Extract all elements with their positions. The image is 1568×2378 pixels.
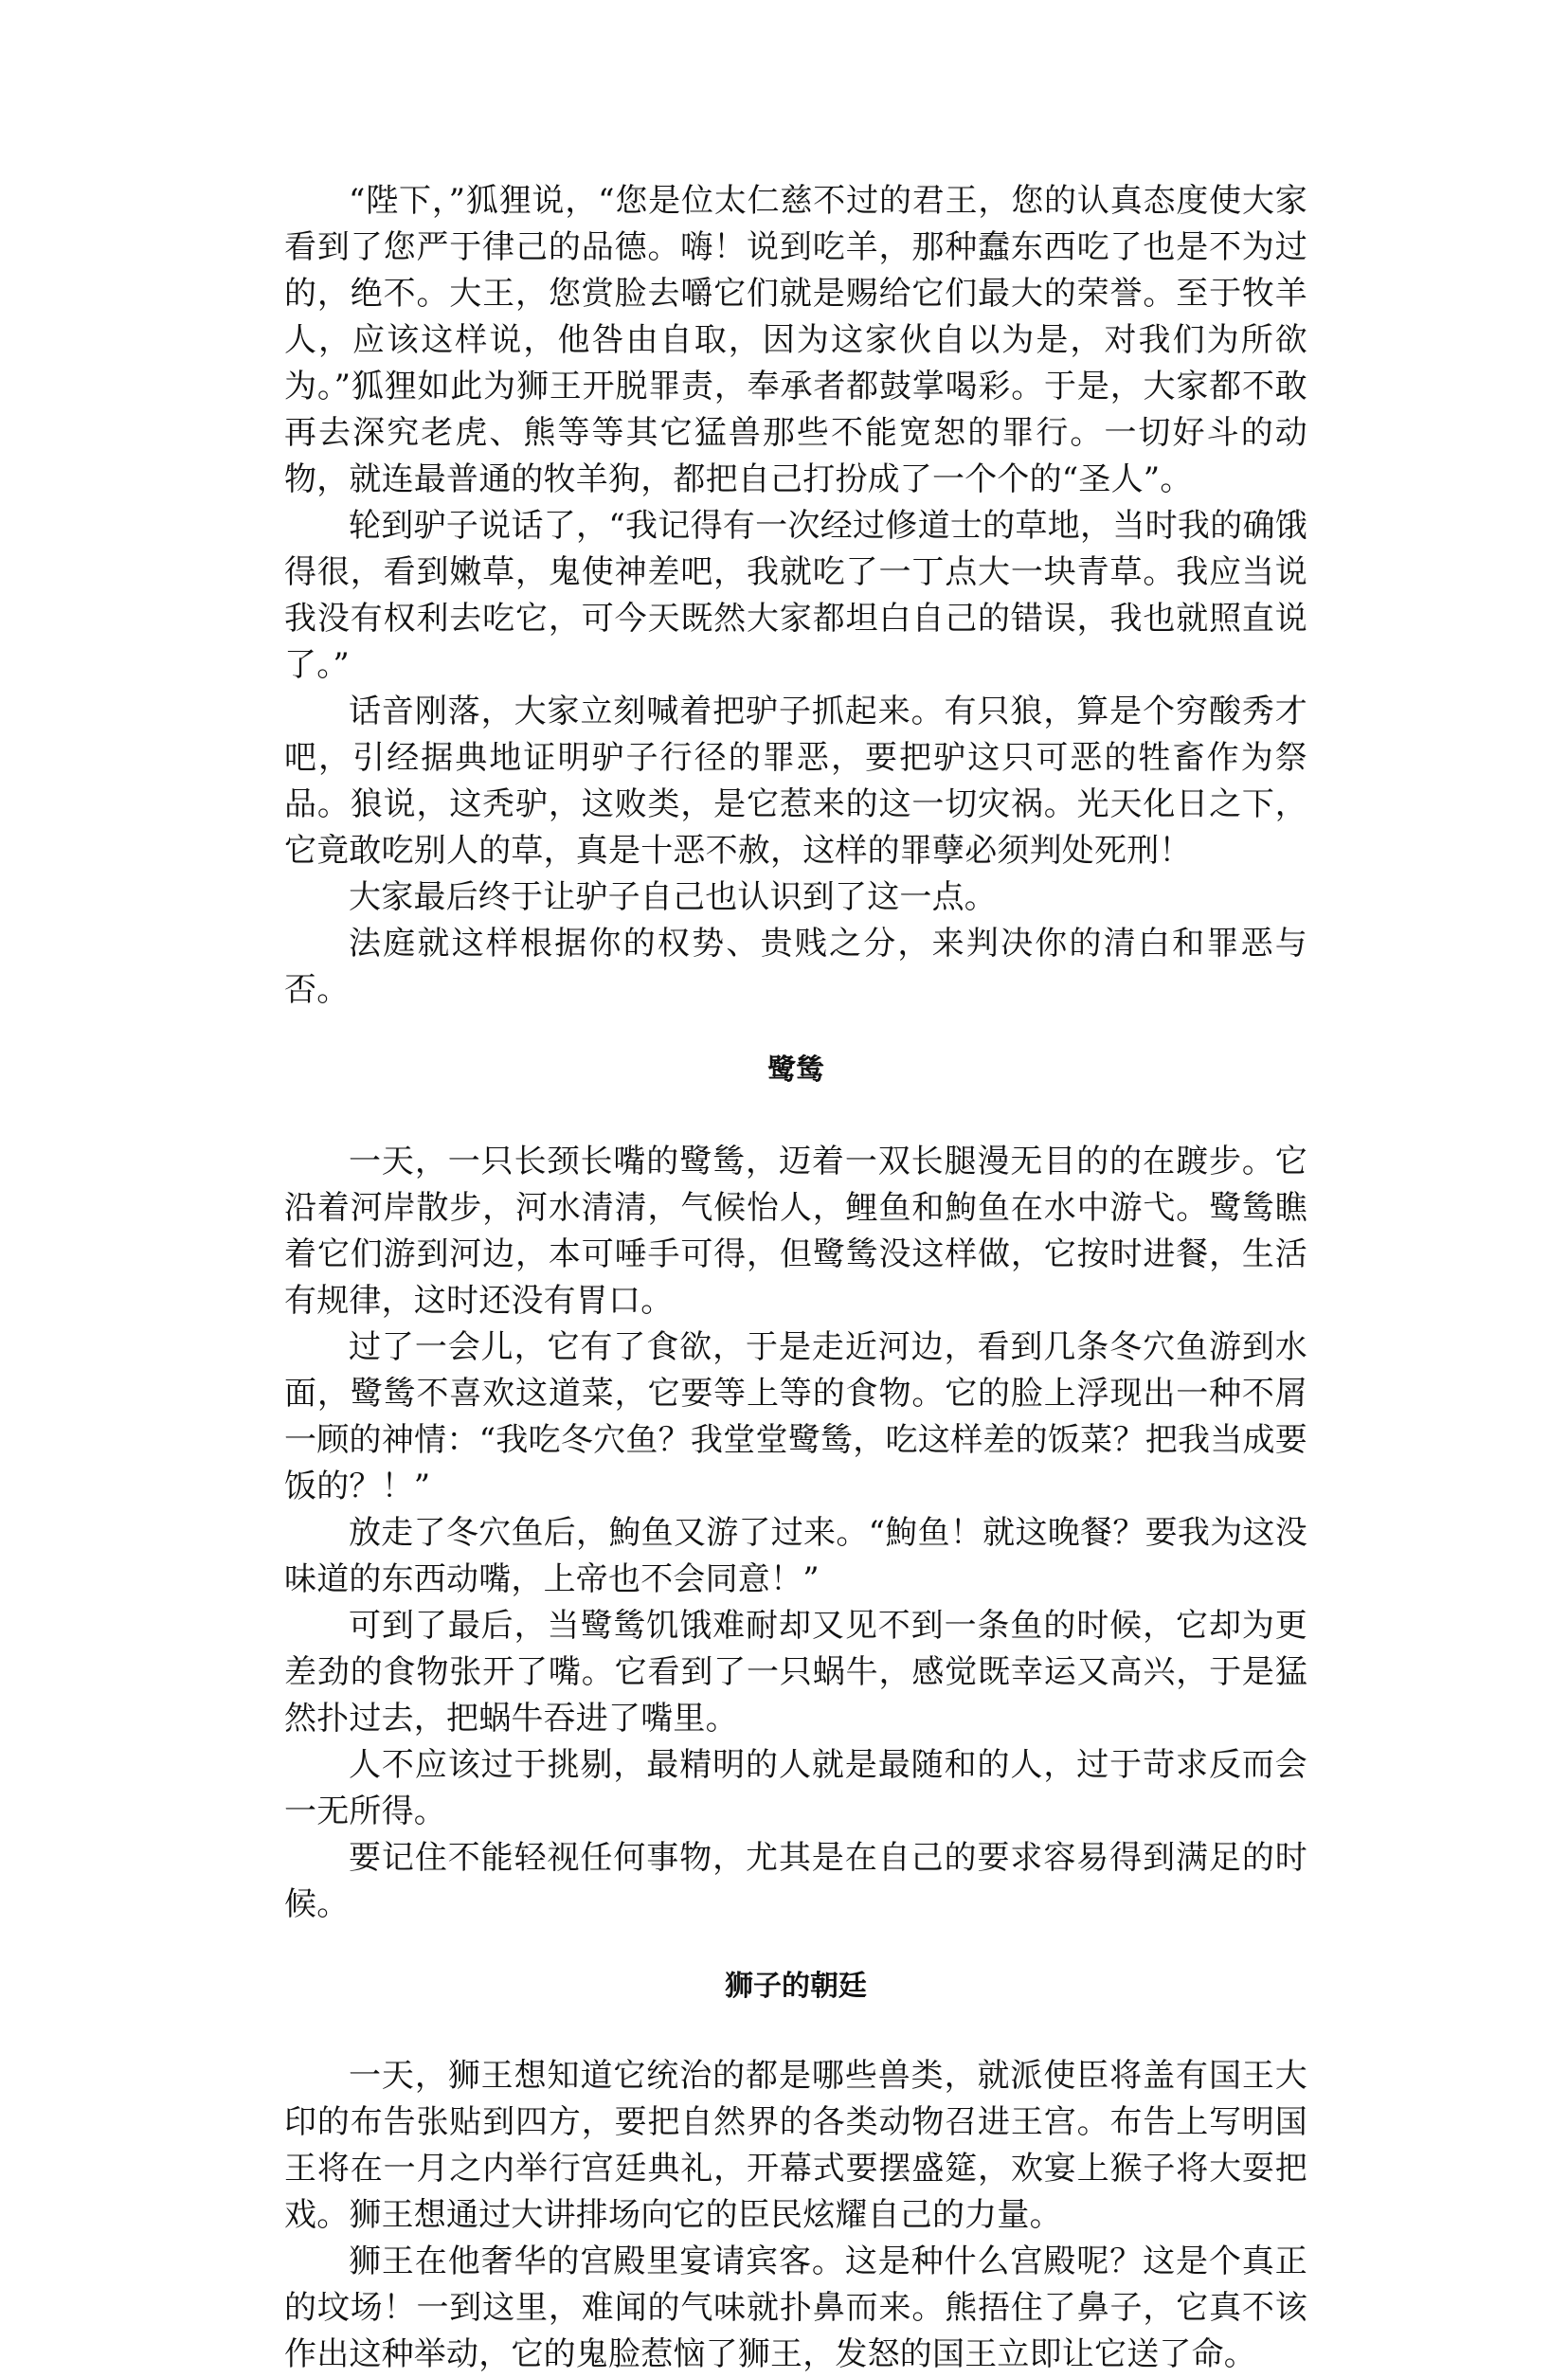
paragraph: 要记住不能轻视任何事物，尤其是在自己的要求容易得到满足的时候。 — [284, 1839, 1307, 1923]
paragraph: 人不应该过于挑剔，最精明的人就是最随和的人，过于苛求反而会一无所得。 — [284, 1746, 1307, 1830]
paragraph: 一天，一只长颈长嘴的鹭鸶，迈着一双长腿漫无目的的在踱步。它沿着河岸散步，河水清清，气候怡人，鲤鱼和鮈鱼在水中游弋。鹭鸶瞧着它们游到河边，本可唾手可得，但鹭鸶没这样做，它按时进餐，生活有规律，这时还没有胃口。 — [284, 1143, 1307, 1320]
section-title: 狮子的朝廷 — [725, 1970, 867, 2003]
paragraph: 可到了最后，当鹭鸶饥饿难耐却又见不到一条鱼的时候，它却为更差劲的食物张开了嘴。它看到了一只蜗牛，感觉既幸运又高兴，于是猛然扑过去，把蜗牛吞进了嘴里。 — [284, 1607, 1307, 1738]
section-lion-court — [284, 1968, 1307, 2378]
paragraph: “陛下，”狐狸说，“您是位太仁慈不过的君王，您的认真态度使大家看到了您严于律己的品德。嗨！说到吃羊，那种蠢东西吃了也是不为过的，绝不。大王，您赏脸去嚼它们就是赐给它们最大的荣誉。至于牧羊人，应该这样说，他咎由自取，因为这家伙自以为是，对我们为所欲为。”狐狸如此为狮王开脱罪责，奉承者都鼓掌喝彩。于是，大家都不敢再去深究老虎、熊等等其它猛兽那些不能宽恕的罪行。一切好斗的动物，就连最普通的牧羊狗，都把自己打扮成了一个个的“圣人”。 — [284, 182, 1307, 498]
paragraph: 大家最后终于让驴子自己也认识到了这一点。 — [349, 878, 997, 916]
document-page — [284, 178, 1307, 2378]
paragraph: 话音刚落，大家立刻喊着把驴子抓起来。有只狼，算是个穷酸秀才吧，引经据典地证明驴子行径的罪恶，要把驴这只可恶的牲畜作为祭品。狼说，这秃驴，这败类，是它惹来的这一切灾祸。光天化日之下，它竟敢吃别人的草，真是十恶不赦，这样的罪孽必须判处死刑！ — [284, 693, 1307, 870]
paragraph: 狮王在他奢华的宫殿里宴请宾客。这是种什么宫殿呢？这是个真正的坟场！一到这里，难闻的气味就扑鼻而来。熊捂住了鼻子，它真不该作出这种举动，它的鬼脸惹恼了狮王，发怒的国王立即让它送了命。 — [284, 2243, 1307, 2373]
section-heron — [284, 1052, 1307, 1928]
paragraph: 一天，狮王想知道它统治的都是哪些兽类，就派使臣将盖有国王大印的布告张贴到四方，要把自然界的各类动物召进王宫。布告上写明国王将在一月之内举行宫廷典礼，开幕式要摆盛筵，欢宴上猴子将大耍把戏。狮王想通过大讲排场向它的臣民炫耀自己的力量。 — [284, 2057, 1307, 2234]
paragraph: 放走了冬穴鱼后，鮈鱼又游了过来。“鮈鱼！就这晚餐？要我为这没味道的东西动嘴，上帝也不会同意！” — [284, 1514, 1307, 1598]
paragraph: 轮到驴子说话了，“我记得有一次经过修道士的草地，当时我的确饿得很，看到嫩草，鬼使神差吧，我就吃了一丁点大一块青草。我应当说我没有权利去吃它，可今天既然大家都坦白自己的错误，我也就照直说了。” — [284, 507, 1307, 684]
paragraph: 法庭就这样根据你的权势、贵贱之分，来判决你的清白和罪恶与否。 — [284, 925, 1307, 1009]
section-lion-court-trial — [284, 178, 1307, 1014]
paragraph: 过了一会儿，它有了食欲，于是走近河边，看到几条冬穴鱼游到水面，鹭鸶不喜欢这道菜，它要等上等的食物。它的脸上浮现出一种不屑一顾的神情：“我吃冬穴鱼？我堂堂鹭鸶，吃这样差的饭菜？把我当成要饭的？！” — [284, 1328, 1307, 1505]
section-title: 鹭鸶 — [767, 1054, 824, 1087]
